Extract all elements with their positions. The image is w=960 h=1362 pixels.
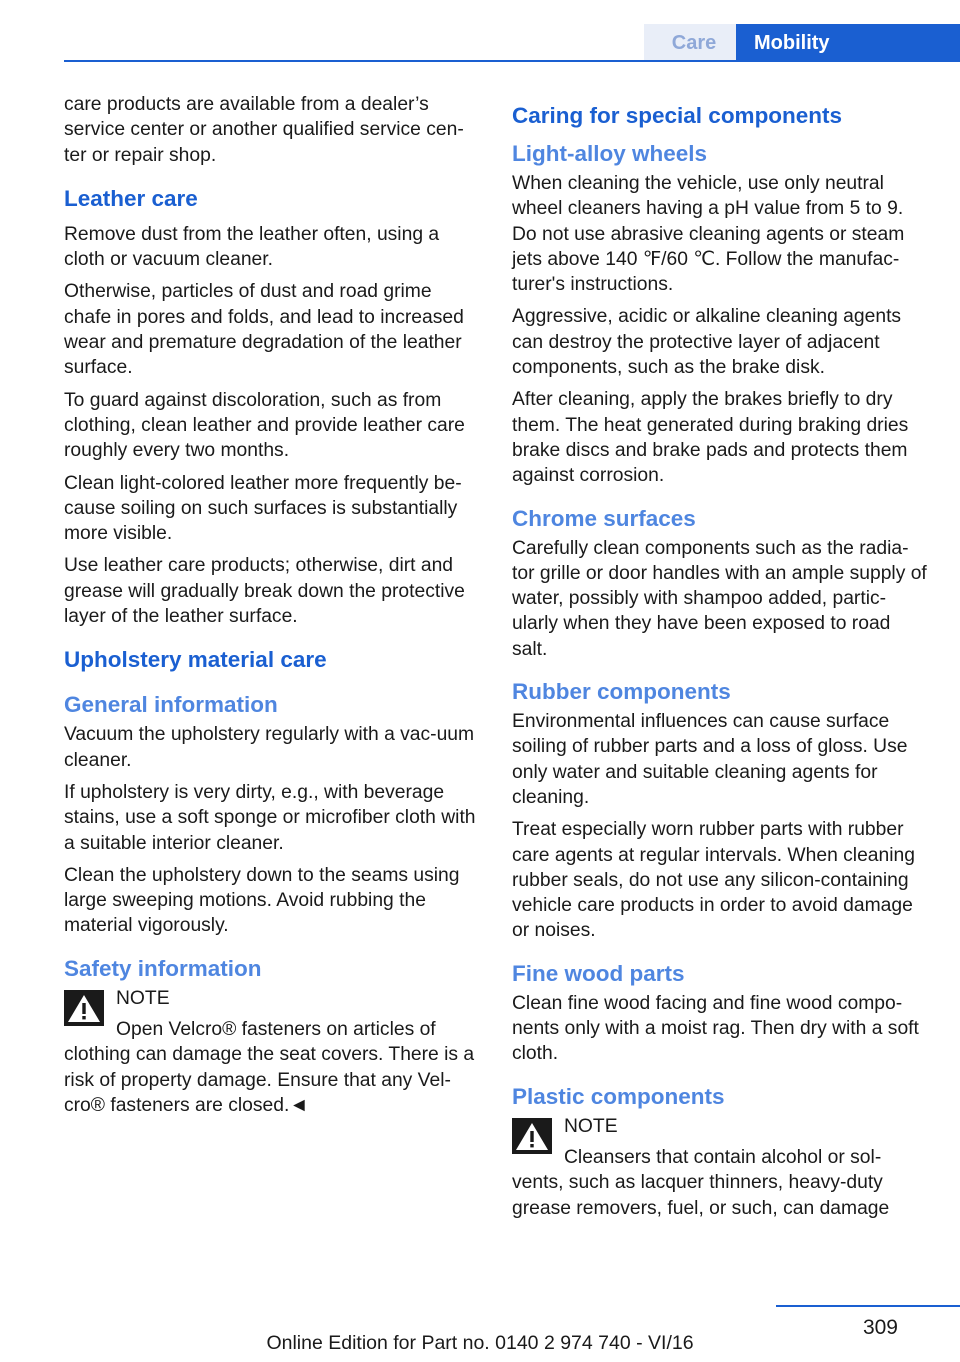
note-text: Open Velcro® fasteners on articles of clothing can damage the seat covers. There is a risk of property damage. Ensure that any Vel-cro® fasteners are closed.◄ (64, 1019, 475, 1116)
fine-wood-heading: Fine wood parts (512, 960, 685, 986)
rubber-paragraph-1: Environmental influences can cause surface soiling of rubber parts and a loss of gloss. Use only water and suitable cleaning agents for cleaning. (512, 711, 908, 808)
rubber-components-heading: Rubber components (512, 679, 731, 705)
tab-mobility: Mobility (736, 24, 960, 62)
general-paragraph-3: Clean the upholstery down to the seams using large sweeping motions. Avoid rubbing the material vigorously. (64, 864, 460, 937)
note-block (64, 986, 478, 1118)
chrome-paragraph-1: Carefully clean components such as the radia-tor grille or door handles with an ample supply of water, possibly with shampoo added, partic-ularly when they have been exposed to road salt. (512, 537, 927, 660)
leather-paragraph-2: Otherwise, particles of dust and road grime chafe in pores and folds, and lead to increased wear and premature degradation of the leather surface. (64, 281, 464, 379)
leather-paragraph-5: Use leather care products; otherwise, dirt and grease will gradually break down the protective layer of the leather surface. (64, 555, 465, 628)
general-information-heading: General information (64, 692, 278, 718)
header-tabs (644, 24, 960, 62)
right-column (512, 92, 930, 1228)
wood-paragraph-1: Clean fine wood facing and fine wood compo-nents only with a moist rag. Then dry with a soft cloth. (512, 992, 919, 1065)
online-edition-footer: Online Edition for Part no. 0140 2 974 740 - VI/16 (266, 1332, 694, 1354)
warning-icon (512, 1118, 552, 1154)
wheels-paragraph-2: Aggressive, acidic or alkaline cleaning agents can destroy the protective layer of adjacent components, such as the brake disk. (512, 306, 902, 379)
left-column (64, 92, 478, 1125)
intro-paragraph: care products are available from a dealer’s service center or another qualified service cen-ter or repair shop. (64, 94, 464, 166)
leather-paragraph-1: Remove dust from the leather often, using a cloth or vacuum cleaner. (64, 223, 440, 271)
note-label: NOTE (116, 987, 170, 1009)
leather-paragraph-4: Clean light-colored leather more frequently be-cause soiling on such surfaces is substantially more visible. (64, 472, 462, 545)
special-components-heading: Caring for special components (512, 103, 843, 128)
wheels-paragraph-3: After cleaning, apply the brakes briefly to dry them. The heat generated during braking dries brake discs and brake pads and protects them against corrosion. (512, 389, 909, 487)
warning-icon (64, 990, 104, 1026)
footer-rule (776, 1305, 960, 1307)
general-paragraph-2: If upholstery is very dirty, e.g., with beverage stains, use a soft sponge or microfiber cloth with a suitable interior cleaner. (64, 781, 476, 854)
light-alloy-wheels-heading: Light-alloy wheels (512, 141, 708, 166)
upholstery-heading: Upholstery material care (64, 647, 327, 673)
plastic-components-heading: Plastic components (512, 1083, 725, 1109)
plastic-note-block (512, 1114, 930, 1221)
tab-care: Care (644, 24, 736, 62)
rubber-paragraph-2: Treat especially worn rubber parts with rubber care agents at regular intervals. When cleaning rubber seals, do not use any silicon-containing vehicle care products in order to avoid damage or noises. (512, 819, 915, 942)
leather-care-heading: Leather care (64, 185, 198, 211)
general-paragraph-1: Vacuum the upholstery regularly with a vac-uum cleaner. (64, 724, 475, 771)
plastic-note-text: Cleansers that contain alcohol or sol-vents, such as lacquer thinners, heavy-duty grease removers, fuel, or such, can damage (512, 1146, 890, 1219)
header-rule (64, 60, 960, 62)
wheels-paragraph-1: When cleaning the vehicle, use only neutral wheel cleaners having a pH value from 5 to 9. Do not use abrasive cleaning agents or steam jets above 140 ℉/60 ℃. Follow the manufac-turer's instructions. (512, 173, 905, 296)
leather-paragraph-3: To guard against discoloration, such as from clothing, clean leather and provide leather care roughly every two months. (64, 389, 465, 462)
chrome-surfaces-heading: Chrome surfaces (512, 505, 696, 531)
safety-information-heading: Safety information (64, 955, 262, 981)
plastic-note-label: NOTE (564, 1115, 618, 1137)
page-number: 309 (862, 1316, 898, 1339)
